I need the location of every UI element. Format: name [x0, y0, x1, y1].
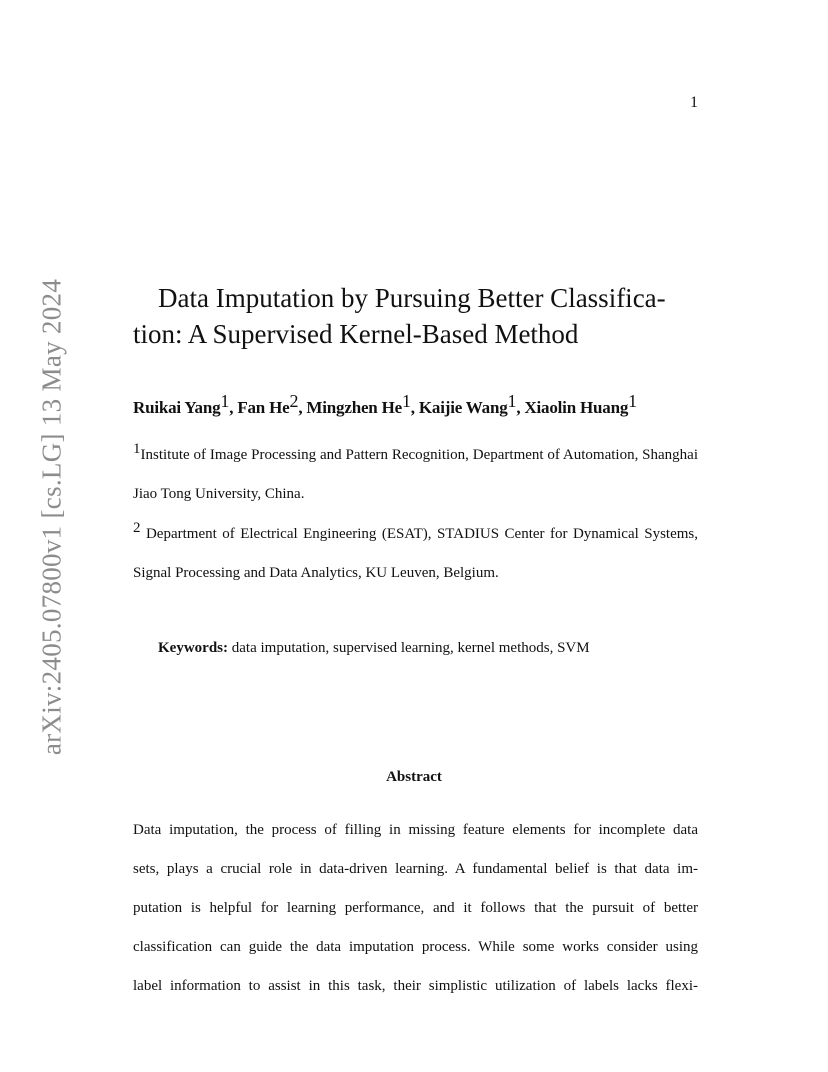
affiliation-1: [133, 436, 698, 514]
author-name: Ruikai Yang: [133, 398, 221, 417]
author-name: Xiaolin Huang: [524, 398, 629, 417]
title-line-1: Data Imputation by Pursuing Better Classifica-: [158, 283, 666, 313]
author-list: [133, 391, 637, 418]
author-separator: ,: [410, 398, 419, 417]
author-name: Kaijie Wang: [418, 398, 508, 417]
abstract-heading: Abstract: [386, 769, 442, 785]
author-separator: ,: [516, 398, 525, 417]
author-affil-mark: 1: [220, 391, 230, 411]
author-affil-mark: 1: [628, 391, 637, 411]
author-name: Fan He: [237, 398, 290, 417]
abstract-line: putation is helpful for learning performance, and it follows that the pursuit of better: [133, 900, 698, 916]
abstract-line: Data imputation, the process of filling in missing feature elements for incomplete data: [133, 822, 698, 838]
arxiv-stamp: arXiv:2405.07800v1 [cs.LG] 13 May 2024: [36, 278, 67, 756]
affiliation-mark: 2: [133, 520, 141, 536]
author-affil-mark: 2: [289, 391, 299, 411]
paper-title: [133, 280, 713, 352]
abstract-line: label information to assist in this task, their simplistic utilization of labels lacks flexi-: [133, 978, 698, 994]
abstract-line: sets, plays a crucial role in data-driven learning. A fundamental belief is that data im-: [133, 861, 698, 877]
title-line-2: tion: A Supervised Kernel-Based Method: [133, 319, 579, 349]
page-number: 1: [690, 94, 698, 111]
author-affil-mark: 1: [401, 391, 411, 411]
author-separator: ,: [229, 398, 238, 417]
abstract-body: [133, 811, 698, 1006]
keywords-label: Keywords:: [158, 640, 228, 656]
affiliation-text: Department of Electrical Engineering (ESAT), STADIUS Center for Dynamical Systems, Signal Processing and Data Analytics, KU Leuven, Belgium.: [133, 526, 698, 581]
author-name: Mingzhen He: [306, 398, 402, 417]
author-affil-mark: 1: [507, 391, 517, 411]
affiliation-mark: 1: [133, 441, 141, 457]
affiliation-2: [133, 515, 698, 593]
keywords: [158, 640, 590, 657]
affiliation-text: Institute of Image Processing and Pattern Recognition, Department of Automation, Shanghai Jiao Tong University, China.: [133, 447, 698, 502]
keywords-text: data imputation, supervised learning, kernel methods, SVM: [228, 640, 590, 656]
author-separator: ,: [298, 398, 307, 417]
abstract-line: classification can guide the data imputation process. While some works consider using: [133, 939, 698, 955]
